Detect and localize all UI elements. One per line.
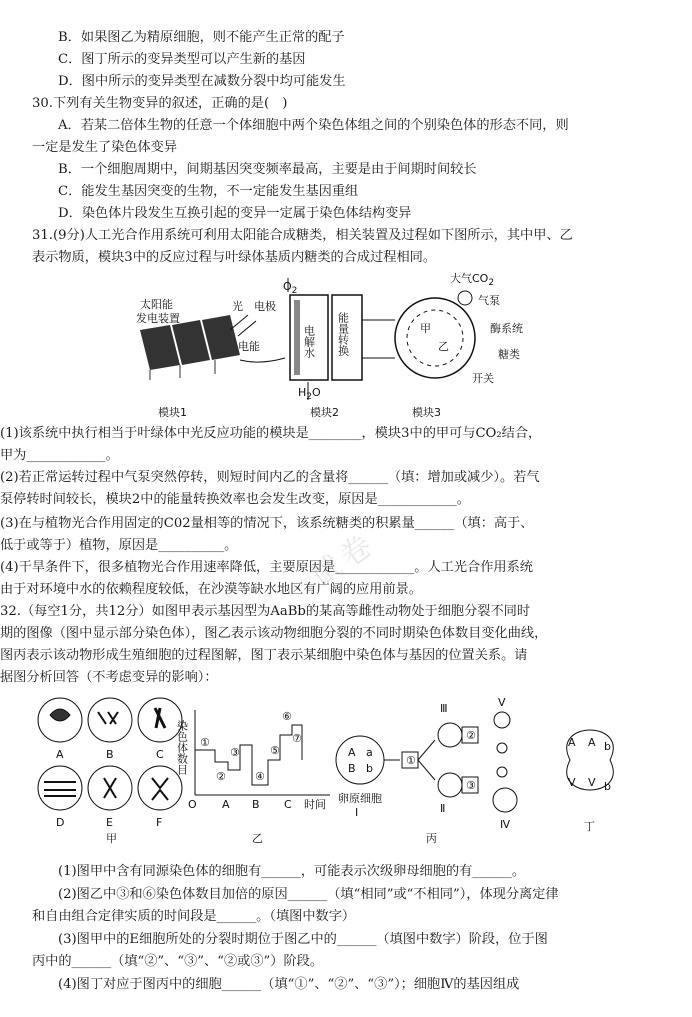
q30-option-d: D．染色体片段发生互换引起的变异一定属于染色体结构变异 [58, 206, 412, 221]
pump-label: 气泵 [478, 294, 500, 307]
q31-sub4-cont: 由于对环境中水的依赖程度较低，在沙漠等缺水地区有广阔的应用前景。 [0, 582, 422, 597]
solar-label: 太阳能 [140, 298, 173, 311]
module-1-label: 模块1 [158, 406, 187, 419]
chart-x-c: C [284, 798, 292, 811]
sugar-label: 糖类 [498, 348, 520, 361]
stage-3: ③ [230, 746, 240, 759]
cell-division-figure [30, 690, 660, 845]
light-label: 光 [232, 300, 243, 313]
question-32-stem-3: 图丙表示该动物形成生殖细胞的过程图解，图丁表示某细胞中染色体与基因的位置关系。请 [0, 648, 528, 663]
yi-label: 乙 [438, 340, 449, 353]
module-3-label: 模块3 [412, 406, 441, 419]
jia-label: 甲 [420, 322, 431, 335]
co2-label: 大气$CO_2$ [450, 272, 495, 288]
chart-ylabel: 染色体数目 [175, 720, 189, 775]
stage-5: ⑤ [270, 744, 280, 757]
pump-icon [458, 291, 472, 305]
fig-yi-label: 乙 [252, 832, 263, 845]
solar-label-2: 发电装置 [136, 312, 180, 325]
q32-sub3-cont: 丙中的______（填“②”、“③”、“②或③”）阶段。 [32, 954, 324, 969]
electrode-label: 电极 [254, 300, 276, 313]
question-32-stem-2: 期的图像（图中显示部分染色体），图乙表示该动物细胞分裂的不同时期染色体数目变化曲线， [0, 626, 548, 641]
step-3: ③ [466, 779, 476, 792]
cell-d-label: D [56, 816, 65, 829]
cell-b-label: B [106, 748, 114, 761]
q31-sub2: (2)若正常运转过程中气泵突然停转，则短时间内乙的含量将______（填：增加或减少）。若气 [0, 470, 540, 485]
ding-gene-b1: b [604, 740, 611, 753]
power-label: 电能 [238, 340, 260, 353]
stage-2: ② [216, 770, 226, 783]
stage-7: ⑦ [292, 732, 302, 745]
chart-origin: O [188, 798, 197, 811]
oocyte-label: 卵原细胞 [338, 792, 382, 805]
gene-b-upper: B [348, 762, 356, 775]
question-31-stem-cont: 表示物质，模块3中的反应过程与叶绿体基质内糖类的合成过程相同。 [32, 250, 437, 265]
q31-sub1: (1)该系统中执行相当于叶绿体中光反应功能的模块是________，模块3中的甲可与CO₂结合， [0, 426, 542, 441]
chart-x-time: 时间 [304, 798, 326, 811]
q31-sub3-cont: 低于或等于）植物，原因是__________。 [0, 538, 238, 553]
enzyme-label: 酶系统 [490, 322, 523, 335]
ding-gene-v1: V [568, 776, 576, 789]
ding-gene-v2: V [588, 776, 596, 789]
option-d-line: D．图中所示的变异类型在减数分裂中均可能发生 [58, 74, 346, 89]
stage-6: ⑥ [282, 710, 292, 723]
q32-sub4: (4)图丁对应于图丙中的细胞______（填“①”、“②”、“③”）；细胞Ⅳ的基因组成 [58, 977, 520, 992]
ding-gene-b2: b [604, 780, 611, 793]
fig-ding-label: 丁 [584, 820, 595, 833]
option-c-line: C．图丁所示的变异类型可以产生新的基因 [58, 52, 306, 67]
option-b-line: B．如果图乙为精原细胞，则不能产生正常的配子 [58, 30, 345, 45]
q31-sub4: (4)干旱条件下，很多植物光合作用速率降低，主要原因是____________。人工光合作用系统 [0, 560, 533, 575]
cell-e-label: E [106, 816, 113, 829]
o2-label: $O_2$ [283, 280, 298, 296]
ding-gene-a1: A [568, 736, 576, 749]
cell-a-label: A [56, 748, 64, 761]
q30-option-c: C．能发生基因突变的生物，不一定能发生基因重组 [58, 184, 359, 199]
fig-jia-label: 甲 [106, 832, 117, 845]
q32-sub3: (3)图甲中的E细胞所处的分裂时期位于图乙中的______（填图中数字）阶段，位于图 [58, 932, 548, 947]
chart-x-b: B [252, 798, 260, 811]
cell-roman-3: Ⅲ [440, 702, 448, 715]
question-32-stem: 32.（每空1分，共12分）如图甲表示基因型为AaBb的某高等雌性动物处于细胞分裂不同时 [0, 604, 531, 619]
ding-gene-a2: A [588, 736, 596, 749]
q30-option-a: A．若某二倍体生物的任意一个体细胞中两个染色体组之间的个别染色体的形态不同，则 [58, 118, 569, 133]
step-1: ① [406, 754, 416, 767]
cell-c-label: C [156, 748, 164, 761]
artificial-photosynthesis-figure [120, 270, 550, 420]
question-32-stem-4: 据图分析回答（不考虑变异的影响）： [0, 670, 218, 685]
q31-sub2-cont: 泵停转时间较长，模块2中的能量转换效率也会发生改变，原因是____________。 [0, 492, 470, 507]
energy-label: 能量转换 [336, 312, 350, 356]
fig-bing-label: 丙 [426, 832, 437, 845]
q30-option-a-cont: 一定是发生了染色体变异 [32, 140, 178, 155]
q32-sub2: (2)图乙中③和⑥染色体数目加倍的原因______（填“相同”或“不相同”），体现分离定律 [58, 887, 559, 902]
switch-label: 开关 [472, 372, 494, 385]
q31-sub1-cont: 甲为____________。 [0, 448, 119, 463]
q30-option-b: B．一个细胞周期中，间期基因突变频率最高，主要是由于间期时间较长 [58, 162, 477, 177]
cell-roman-5: Ⅴ [498, 696, 506, 709]
gene-a-upper: A [348, 746, 356, 759]
q32-sub2-cont: 和自由组合定律实质的时间段是______。（填图中数字） [32, 909, 356, 924]
gene-a-lower: a [366, 746, 373, 759]
cell-f-label: F [156, 816, 163, 829]
cell-roman-1: Ⅰ [355, 806, 359, 819]
stage-4: ④ [255, 770, 265, 783]
electrolysis-label: 电解水 [302, 325, 316, 358]
cell-roman-4: Ⅳ [500, 818, 511, 831]
h2o-label: $H_2O$ [298, 386, 321, 402]
cell-roman-2: Ⅱ [440, 802, 446, 815]
question-30-stem: 30.下列有关生物变异的叙述，正确的是( ) [32, 96, 288, 111]
stage-1: ① [200, 736, 210, 749]
step-2: ② [466, 729, 476, 742]
q31-sub3: (3)在与植物光合作用固定的C02量相等的情况下，该系统糖类的积累量______（填：高于、 [0, 516, 534, 531]
chart-x-a: A [222, 798, 230, 811]
module-2-label: 模块2 [310, 406, 339, 419]
q32-sub1: (1)图甲中含有同源染色体的细胞有______，可能表示次级卵母细胞的有______。 [58, 864, 526, 879]
gene-b-lower: b [366, 762, 373, 775]
watermark: 试卷 [304, 525, 384, 596]
question-31-stem: 31.(9分)人工光合作用系统可利用太阳能合成糖类，相关装置及过程如下图所示，其中甲、乙 [32, 228, 573, 243]
